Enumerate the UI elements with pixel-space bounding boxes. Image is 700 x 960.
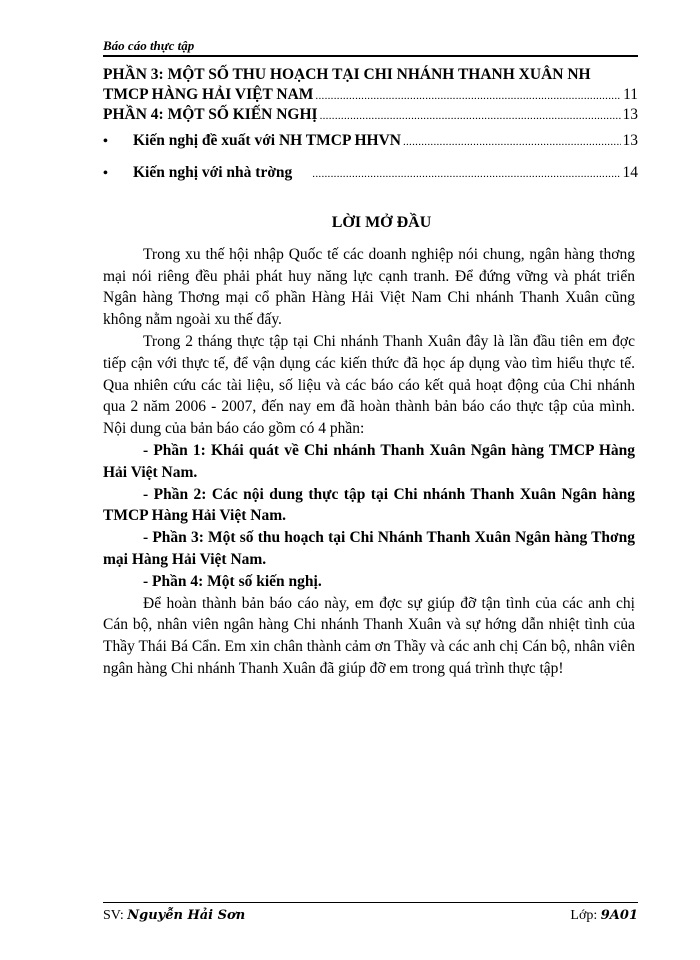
intro-paragraph-3: Để hoàn thành bản báo cáo này, em đợc sự giúp đỡ tận tình của các anh chị Cán bộ, nhân viên ngân hàng Chi nhánh Thanh Xuân và sự hớng dẫn nhiệt tình của Thầy Thái Bá Cẩn. Em xin chân thành cảm ơn Thầy và các anh chị Cán bộ, nhân viên ngân hàng Chi nhánh Thanh Xuân đã giúp đỡ em trong quá trình thực tập! — [103, 594, 635, 677]
footer-class — [570, 908, 638, 924]
toc-leader-dots — [320, 110, 621, 122]
introduction-section — [103, 212, 635, 680]
header-title: Báo cáo thực tập — [103, 38, 195, 53]
intro-part-4: - Phần 4: Một số kiến nghị. — [143, 572, 322, 590]
intro-paragraph-1: Trong xu thế hội nhập Quốc tế các doanh nghiệp nói chung, ngân hàng thơng mại nói riêng đều phải phát huy năng lực cạnh tranh. Để đứng vững và phát triển Ngân hàng Thơng mại cổ phần Hàng Hải Việt Nam Chi nhánh Thanh Xuân cũng không nằm ngoài xu thế đấy. — [103, 245, 635, 329]
toc-item1-page: 13 — [622, 132, 638, 149]
footer-student-name: Nguyễn Hải Sơn — [127, 908, 246, 923]
toc-part4-title: PHẦN 4: MỘT SỐ KIẾN NGHỊ — [103, 106, 318, 123]
toc-item2-title: Kiến nghị với nhà trờng — [133, 164, 293, 181]
toc-leader-dots — [315, 90, 621, 102]
footer-class-name: 9A01 — [600, 908, 638, 923]
toc-part3-title-line1: PHẦN 3: MỘT SỐ THU HOẠCH TẠI CHI NHÁNH THANH XUÂN NH — [103, 66, 591, 83]
bullet-icon: • — [103, 134, 108, 149]
toc-part4-page: 13 — [622, 106, 638, 123]
toc-item1-title: Kiến nghị đề xuất với NH TMCP HHVN — [133, 132, 401, 149]
intro-part-1: - Phần 1: Khái quát về Chi nhánh Thanh Xuân Ngân hàng TMCP Hàng Hải Việt Nam. — [103, 441, 635, 481]
footer-divider — [103, 902, 638, 903]
toc-entry-part3-cont[interactable] — [103, 86, 638, 104]
intro-heading: LỜI MỞ ĐẦU — [331, 214, 432, 231]
header-divider — [103, 55, 638, 57]
toc-entry-part3[interactable] — [103, 66, 638, 84]
intro-paragraph-2: Trong 2 tháng thực tập tại Chi nhánh Thanh Xuân đây là lần đầu tiên em đợc tiếp cận với thực tế, để vận dụng các kiến thức đã học áp dụng vào tìm hiểu thực tế. Qua nhiên cứu các tài liệu, số liệu và các báo cáo kết quả hoạt động của Chi nhánh qua 2 năm 2006 - 2007, đến nay em đã hoàn thành bản báo cáo thực tập của mình. Nội dung của bản báo cáo gồm có 4 phần: — [103, 332, 635, 438]
toc-part3-page: 11 — [623, 86, 638, 103]
intro-part-3: - Phần 3: Một số thu hoạch tại Chi Nhánh Thanh Xuân Ngân hàng Thơng mại Hàng Hải Việt Nam. — [103, 529, 635, 568]
toc-leader-dots — [312, 168, 620, 180]
bullet-icon: • — [103, 166, 108, 181]
toc-item2-page: 14 — [622, 164, 638, 181]
footer-student — [103, 908, 245, 924]
toc-entry-part4[interactable] — [103, 106, 638, 124]
footer-class-label: Lớp: — [570, 908, 598, 923]
toc-part3-title-line2: TMCP HÀNG HẢI VIỆT NAM — [103, 86, 314, 103]
toc-leader-dots — [403, 136, 621, 148]
toc-entry-item1[interactable] — [103, 132, 638, 150]
page-footer — [103, 908, 638, 924]
intro-part-2: - Phần 2: Các nội dung thực tập tại Chi nhánh Thanh Xuân Ngân hàng TMCP Hàng Hải Việt Nam. — [103, 485, 635, 525]
footer-student-label: SV: — [103, 908, 124, 923]
table-of-contents — [103, 66, 638, 182]
toc-entry-item2[interactable] — [103, 164, 638, 182]
